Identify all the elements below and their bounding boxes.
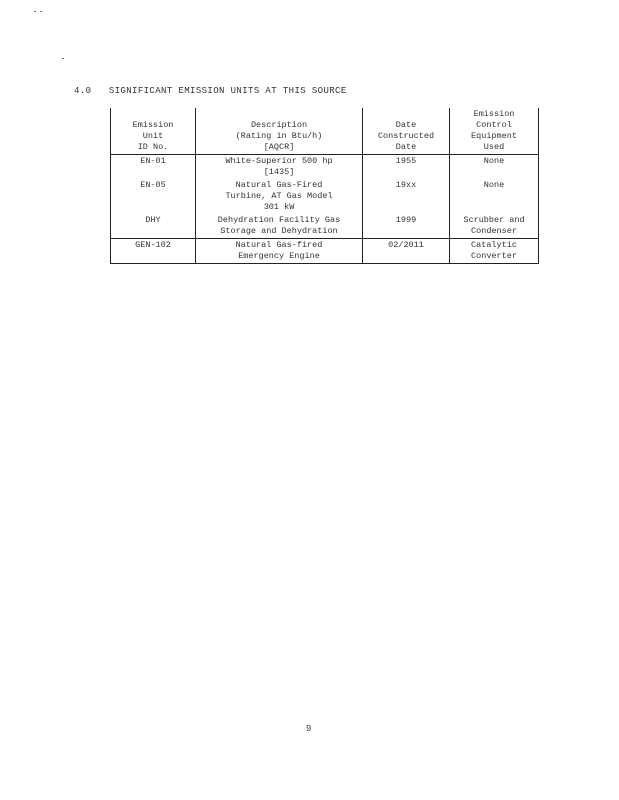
- cell-description: White-Superior 500 hp [1435]: [196, 155, 363, 180]
- cell-control: None: [450, 155, 539, 180]
- cell-date: 02/2011: [363, 239, 450, 264]
- cell-control: Scrubber and Condenser: [450, 214, 539, 239]
- cell-description: Dehydration Facility Gas Storage and Dehydration: [196, 214, 363, 239]
- header-unit-id: Emission Unit ID No.: [111, 108, 196, 155]
- header-control: Emission Control Equipment Used: [450, 108, 539, 155]
- scan-speck: [40, 11, 42, 12]
- cell-unit-id: EN-01: [111, 155, 196, 180]
- cell-date: 1955: [363, 155, 450, 180]
- table-row: [111, 155, 539, 180]
- table-row: [111, 214, 539, 239]
- cell-unit-id: EN-05: [111, 179, 196, 214]
- cell-control: None: [450, 179, 539, 214]
- page-number: 9: [306, 724, 312, 734]
- section-title: SIGNIFICANT EMISSION UNITS AT THIS SOURCE: [108, 86, 347, 96]
- section-number: 4.0: [74, 86, 92, 96]
- scan-speck: [62, 58, 64, 59]
- scan-speck: [34, 11, 36, 12]
- cell-unit-id: DHY: [111, 214, 196, 239]
- cell-description: Natural Gas-Fired Turbine, AT Gas Model 301 kW: [196, 179, 363, 214]
- section-heading: [74, 86, 347, 96]
- emission-units-table: [110, 108, 539, 264]
- cell-date: 1999: [363, 214, 450, 239]
- cell-date: 19xx: [363, 179, 450, 214]
- table-header-row: [111, 108, 539, 155]
- cell-unit-id: GEN-102: [111, 239, 196, 264]
- header-date: Date Constructed Date: [363, 108, 450, 155]
- table-row: [111, 239, 539, 264]
- cell-description: Natural Gas-fired Emergency Engine: [196, 239, 363, 264]
- table-row: [111, 179, 539, 214]
- header-description: Description (Rating in Btu/h) [AQCR]: [196, 108, 363, 155]
- cell-control: Catalytic Converter: [450, 239, 539, 264]
